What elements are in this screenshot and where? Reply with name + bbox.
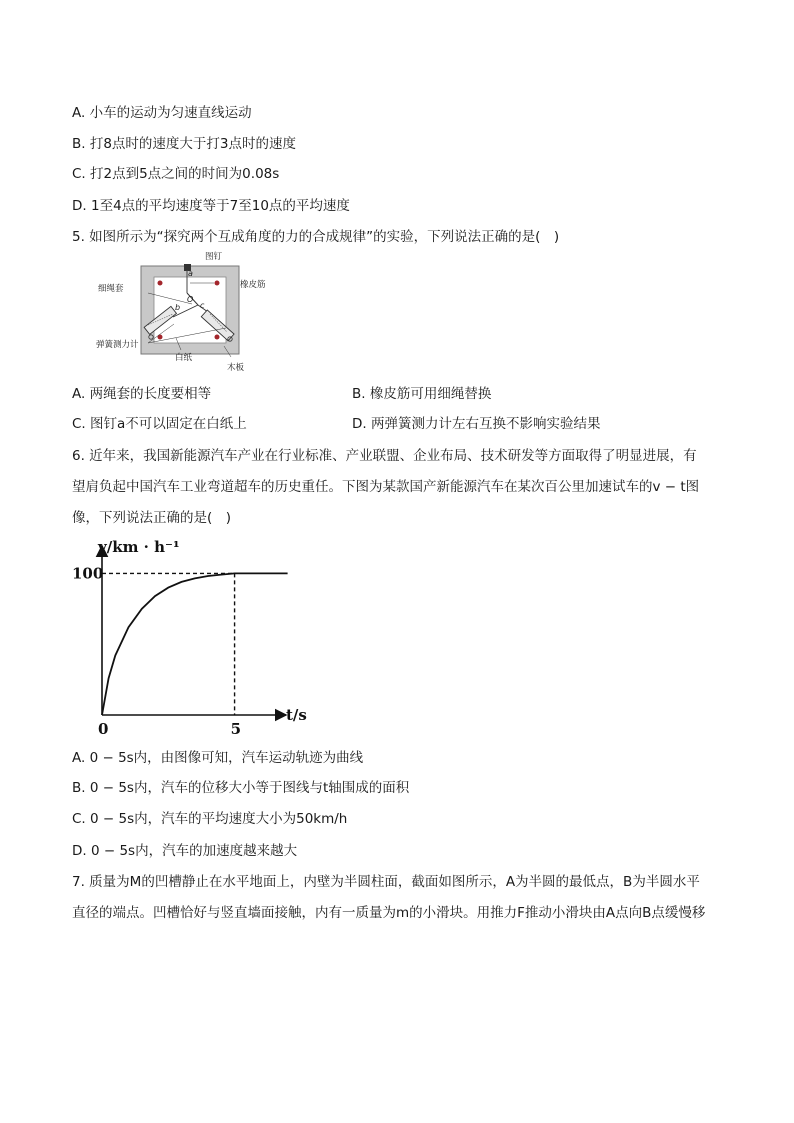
vt-chart xyxy=(72,536,312,742)
pin-dot xyxy=(158,281,163,286)
question-6-line-2: 望肩负起中国汽车工业弯道超车的历史重任。下图为某款国产新能源汽车在某次百公里加速试车的v − t图 xyxy=(72,479,700,495)
option-6b: B. 0 − 5s内，汽车的位移大小等于图线与t轴围成的面积 xyxy=(72,780,410,796)
question-6-line-1: 6. 近年来，我国新能源汽车产业在行业标准、产业联盟、企业布局、技术研发等方面取得了明显进展，有 xyxy=(72,448,697,464)
question-5: 5. 如图所示为“探究两个互成角度的力的合成规律”的实验，下列说法正确的是( ) xyxy=(72,229,560,245)
white-paper xyxy=(154,277,226,343)
y-tick-100: 100 xyxy=(72,564,104,583)
label-pushpin: 图钉 xyxy=(205,252,223,262)
label-b: b xyxy=(175,303,181,312)
x-tick-0: 0 xyxy=(98,720,109,738)
velocity-curve xyxy=(102,573,288,715)
option-6d: D. 0 − 5s内，汽车的加速度越来越大 xyxy=(72,843,298,859)
label-spring-scale: 弹簧测力计 xyxy=(96,340,139,350)
option-6a: A. 0 − 5s内，由图像可知，汽车运动轨迹为曲线 xyxy=(72,750,364,766)
label-o: O xyxy=(187,295,194,304)
force-composition-figure xyxy=(96,250,282,374)
pin-dot xyxy=(215,281,220,286)
x-axis-label: t/s xyxy=(286,706,307,724)
y-axis-label: v/km · h⁻¹ xyxy=(98,538,180,556)
question-7-line-2: 直径的端点。凹槽恰好与竖直墙面接触，内有一质量为m的小滑块。用推力F推动小滑块由A点向B点缓慢移 xyxy=(72,905,706,921)
option-4b: B. 打8点时的速度大于打3点时的速度 xyxy=(72,136,297,152)
label-rope-loop: 细绳套 xyxy=(98,284,124,294)
option-5b: B. 橡皮筋可用细绳替换 xyxy=(352,386,492,402)
label-a: a xyxy=(188,269,193,278)
option-5a: A. 两绳套的长度要相等 xyxy=(72,386,212,402)
x-tick-5: 5 xyxy=(230,720,242,738)
pin-dot xyxy=(215,335,220,340)
option-4d: D. 1至4点的平均速度等于7至10点的平均速度 xyxy=(72,198,350,214)
label-board: 木板 xyxy=(227,363,245,373)
label-c: c xyxy=(200,301,205,310)
option-5d: D. 两弹簧测力计左右互换不影响实验结果 xyxy=(352,416,601,432)
option-4c: C. 打2点到5点之间的时间为0.08s xyxy=(72,166,280,182)
option-4a: A. 小车的运动为匀速直线运动 xyxy=(72,105,252,121)
question-6-line-3: 像，下列说法正确的是( ) xyxy=(72,510,232,526)
option-5c: C. 图钉a不可以固定在白纸上 xyxy=(72,416,247,432)
question-7-line-1: 7. 质量为M的凹槽静止在水平地面上，内壁为半圆柱面，截面如图所示，A为半圆的最低点，B为半圆水平 xyxy=(72,874,700,890)
label-white-paper: 白纸 xyxy=(175,353,193,363)
label-rubber-band: 橡皮筋 xyxy=(240,280,266,290)
option-6c: C. 0 − 5s内，汽车的平均速度大小为50km/h xyxy=(72,811,348,827)
